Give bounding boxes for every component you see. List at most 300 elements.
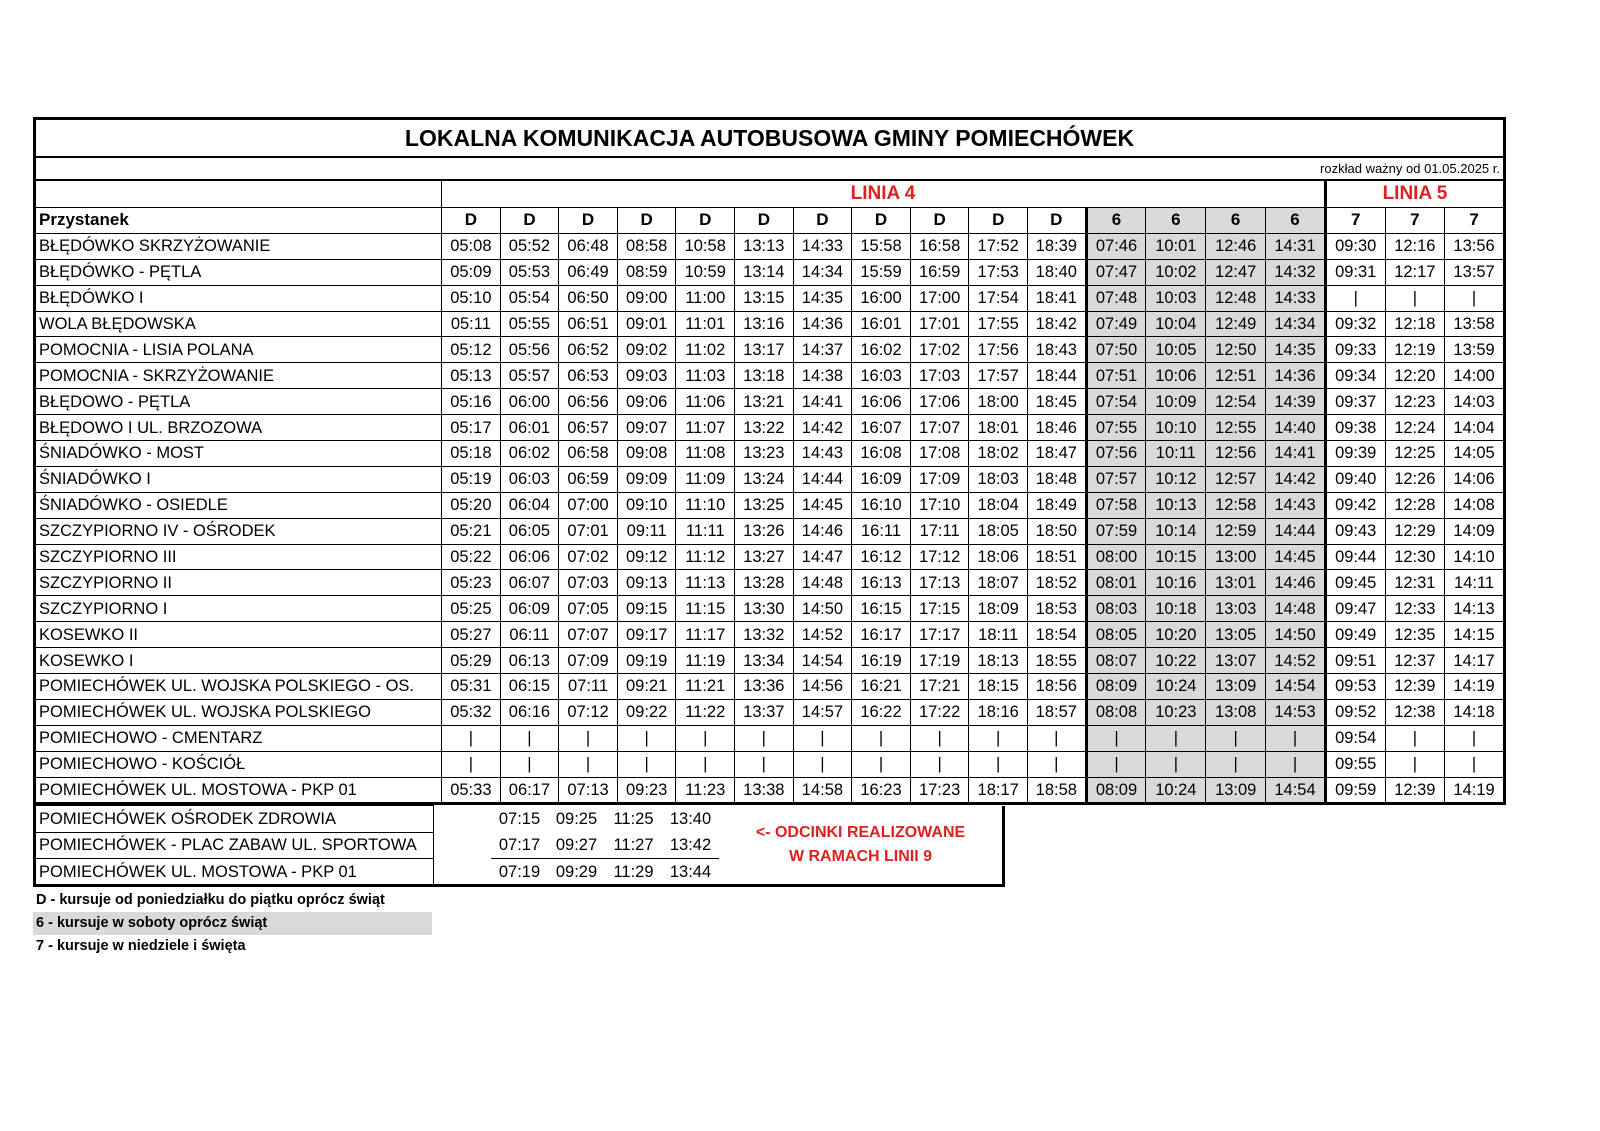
departure-time: 18:55 bbox=[1028, 648, 1087, 674]
day-code-header: 6 bbox=[1146, 208, 1206, 234]
line9-blank-cell bbox=[434, 859, 492, 886]
stop-name: KOSEWKO II bbox=[35, 622, 442, 648]
stop-row bbox=[35, 751, 1505, 777]
day-code-header: D bbox=[442, 208, 501, 234]
departure-time: 06:01 bbox=[500, 415, 559, 441]
departure-time: 14:08 bbox=[1445, 492, 1505, 518]
departure-time: 14:19 bbox=[1445, 674, 1505, 700]
day-code-header: D bbox=[1028, 208, 1087, 234]
legend bbox=[33, 889, 1506, 958]
departure-time: 06:13 bbox=[500, 648, 559, 674]
departure-time: 07:55 bbox=[1086, 415, 1146, 441]
departure-time: 05:12 bbox=[442, 337, 501, 363]
departure-time: 17:00 bbox=[910, 285, 969, 311]
departure-time: 12:57 bbox=[1206, 466, 1266, 492]
departure-time: 09:06 bbox=[617, 389, 676, 415]
departure-time: | bbox=[793, 725, 852, 751]
departure-time: 06:02 bbox=[500, 441, 559, 467]
departure-time: 16:12 bbox=[852, 544, 911, 570]
departure-time: 16:00 bbox=[852, 285, 911, 311]
departure-time: 05:55 bbox=[500, 311, 559, 337]
departure-time: 13:36 bbox=[735, 674, 794, 700]
stop-name: POMIECHÓWEK UL. WOJSKA POLSKIEGO bbox=[35, 699, 442, 725]
departure-time: 06:52 bbox=[559, 337, 618, 363]
departure-time: 16:01 bbox=[852, 311, 911, 337]
departure-time: 09:11 bbox=[617, 518, 676, 544]
stop-row bbox=[35, 699, 1505, 725]
stop-row bbox=[35, 570, 1505, 596]
departure-time: 07:12 bbox=[559, 699, 618, 725]
departure-time: 09:54 bbox=[1325, 725, 1385, 751]
departure-time: 11:19 bbox=[676, 648, 735, 674]
departure-time: 11:23 bbox=[676, 777, 735, 804]
departure-time: 05:19 bbox=[442, 466, 501, 492]
departure-time: 17:54 bbox=[969, 285, 1028, 311]
departure-time: 09:47 bbox=[1325, 596, 1385, 622]
departure-time: 17:17 bbox=[910, 622, 969, 648]
stop-row bbox=[35, 337, 1505, 363]
departure-time: 18:49 bbox=[1028, 492, 1087, 518]
departure-time: 06:51 bbox=[559, 311, 618, 337]
departure-time: 13:37 bbox=[735, 699, 794, 725]
stop-name: POMOCNIA - SKRZYŻOWANIE bbox=[35, 363, 442, 389]
departure-time: 13:05 bbox=[1206, 622, 1266, 648]
departure-time: | bbox=[676, 751, 735, 777]
departure-time: 17:11 bbox=[910, 518, 969, 544]
line9-time: 09:25 bbox=[555, 810, 598, 829]
departure-time: 10:16 bbox=[1146, 570, 1206, 596]
departure-time: 05:22 bbox=[442, 544, 501, 570]
departure-time: 07:03 bbox=[559, 570, 618, 596]
departure-time: 06:17 bbox=[500, 777, 559, 804]
departure-time: 14:15 bbox=[1445, 622, 1505, 648]
departure-time: | bbox=[735, 751, 794, 777]
departure-time: 06:07 bbox=[500, 570, 559, 596]
departure-time: 12:19 bbox=[1385, 337, 1445, 363]
line9-time: 11:25 bbox=[613, 810, 654, 829]
departure-time: 06:00 bbox=[500, 389, 559, 415]
departure-time: 10:12 bbox=[1146, 466, 1206, 492]
stop-name: BŁĘDÓWKO SKRZYŻOWANIE bbox=[35, 233, 442, 259]
departure-time: 18:48 bbox=[1028, 466, 1087, 492]
departure-time: 18:54 bbox=[1028, 622, 1087, 648]
departure-time: | bbox=[1206, 725, 1266, 751]
departure-time: 16:10 bbox=[852, 492, 911, 518]
departure-time: 13:13 bbox=[735, 233, 794, 259]
departure-time: 13:58 bbox=[1445, 311, 1505, 337]
departure-time: 13:24 bbox=[735, 466, 794, 492]
departure-time: 18:45 bbox=[1028, 389, 1087, 415]
departure-time: 16:08 bbox=[852, 441, 911, 467]
departure-time: 17:57 bbox=[969, 363, 1028, 389]
departure-time: 09:37 bbox=[1325, 389, 1385, 415]
departure-time: 13:25 bbox=[735, 492, 794, 518]
departure-time: 07:02 bbox=[559, 544, 618, 570]
stop-row bbox=[35, 492, 1505, 518]
departure-time: 18:43 bbox=[1028, 337, 1087, 363]
departure-time: 09:39 bbox=[1325, 441, 1385, 467]
stop-row bbox=[35, 725, 1505, 751]
departure-time: 09:33 bbox=[1325, 337, 1385, 363]
departure-time: 14:19 bbox=[1445, 777, 1505, 804]
departure-time: 18:11 bbox=[969, 622, 1028, 648]
departure-time: 08:58 bbox=[617, 233, 676, 259]
line9-time: 11:29 bbox=[613, 862, 654, 881]
departure-time: 10:18 bbox=[1146, 596, 1206, 622]
departure-time: 10:24 bbox=[1146, 777, 1206, 804]
departure-time: 14:50 bbox=[1266, 622, 1326, 648]
departure-time: 11:11 bbox=[676, 518, 735, 544]
valid-from-note: rozkład ważny od 01.05.2025 r. bbox=[35, 157, 1505, 180]
departure-time: 11:09 bbox=[676, 466, 735, 492]
departure-time: 18:06 bbox=[969, 544, 1028, 570]
departure-time: | bbox=[559, 725, 618, 751]
stop-name: WOLA BŁĘDOWSKA bbox=[35, 311, 442, 337]
departure-time: | bbox=[1385, 725, 1445, 751]
departure-time: 14:43 bbox=[1266, 492, 1326, 518]
departure-time: 07:54 bbox=[1086, 389, 1146, 415]
departure-time: 14:43 bbox=[793, 441, 852, 467]
day-code-header: D bbox=[676, 208, 735, 234]
line9-note-line1: <- ODCINKI REALIZOWANE bbox=[755, 824, 966, 842]
departure-time: 11:10 bbox=[676, 492, 735, 518]
departure-time: 11:22 bbox=[676, 699, 735, 725]
day-code-header: D bbox=[793, 208, 852, 234]
departure-time: 09:21 bbox=[617, 674, 676, 700]
departure-time: 14:58 bbox=[793, 777, 852, 804]
departure-time: | bbox=[1086, 751, 1146, 777]
departure-time: 06:59 bbox=[559, 466, 618, 492]
departure-time: 18:04 bbox=[969, 492, 1028, 518]
line9-stop-name: POMIECHÓWEK UL. MOSTOWA - PKP 01 bbox=[35, 859, 434, 886]
departure-time: 09:13 bbox=[617, 570, 676, 596]
departure-time: 18:03 bbox=[969, 466, 1028, 492]
day-code-header: 7 bbox=[1385, 208, 1445, 234]
departure-time: 09:07 bbox=[617, 415, 676, 441]
departure-time: 14:37 bbox=[793, 337, 852, 363]
departure-time: 12:39 bbox=[1385, 777, 1445, 804]
departure-time: 06:11 bbox=[500, 622, 559, 648]
departure-time: 10:22 bbox=[1146, 648, 1206, 674]
departure-time: 12:58 bbox=[1206, 492, 1266, 518]
departure-time: 16:03 bbox=[852, 363, 911, 389]
departure-time: 12:35 bbox=[1385, 622, 1445, 648]
legend-sunday: 7 - kursuje w niedziele i święta bbox=[36, 938, 246, 955]
stop-row bbox=[35, 233, 1505, 259]
line9-time: 07:17 bbox=[491, 832, 548, 858]
departure-time: 14:05 bbox=[1445, 441, 1505, 467]
departure-time: 07:50 bbox=[1086, 337, 1146, 363]
departure-time: 09:43 bbox=[1325, 518, 1385, 544]
departure-time: 12:23 bbox=[1385, 389, 1445, 415]
departure-time: 14:54 bbox=[1266, 777, 1326, 804]
departure-time: 14:53 bbox=[1266, 699, 1326, 725]
departure-time: 18:15 bbox=[969, 674, 1028, 700]
departure-time: 14:13 bbox=[1445, 596, 1505, 622]
departure-time: | bbox=[969, 725, 1028, 751]
line9-stop-name: POMIECHÓWEK OŚRODEK ZDROWIA bbox=[35, 806, 434, 832]
departure-time: 05:09 bbox=[442, 259, 501, 285]
departure-time: 15:58 bbox=[852, 233, 911, 259]
departure-time: 14:52 bbox=[793, 622, 852, 648]
departure-time: 09:59 bbox=[1325, 777, 1385, 804]
stop-row bbox=[35, 544, 1505, 570]
departure-time: 12:37 bbox=[1385, 648, 1445, 674]
departure-time: 05:57 bbox=[500, 363, 559, 389]
departure-time: 14:40 bbox=[1266, 415, 1326, 441]
stop-row bbox=[35, 622, 1505, 648]
departure-time: 16:22 bbox=[852, 699, 911, 725]
departure-time: 10:58 bbox=[676, 233, 735, 259]
departure-time: 14:52 bbox=[1266, 648, 1326, 674]
departure-time: 10:15 bbox=[1146, 544, 1206, 570]
departure-time: 06:05 bbox=[500, 518, 559, 544]
departure-time: | bbox=[1028, 725, 1087, 751]
departure-time: 09:32 bbox=[1325, 311, 1385, 337]
departure-time: 14:56 bbox=[793, 674, 852, 700]
departure-time: 18:39 bbox=[1028, 233, 1087, 259]
departure-time: 09:38 bbox=[1325, 415, 1385, 441]
departure-time: 05:10 bbox=[442, 285, 501, 311]
departure-time: 17:01 bbox=[910, 311, 969, 337]
departure-time: 12:33 bbox=[1385, 596, 1445, 622]
departure-time: 13:26 bbox=[735, 518, 794, 544]
departure-time: 14:57 bbox=[793, 699, 852, 725]
departure-time: 17:06 bbox=[910, 389, 969, 415]
departure-time: 10:01 bbox=[1146, 233, 1206, 259]
departure-time: | bbox=[442, 725, 501, 751]
departure-time: 13:09 bbox=[1206, 674, 1266, 700]
day-code-header: 6 bbox=[1266, 208, 1326, 234]
departure-time: 18:41 bbox=[1028, 285, 1087, 311]
stop-name: SZCZYPIORNO IV - OŚRODEK bbox=[35, 518, 442, 544]
departure-time: 17:55 bbox=[969, 311, 1028, 337]
day-code-header: D bbox=[500, 208, 559, 234]
departure-time: 12:59 bbox=[1206, 518, 1266, 544]
departure-time: 13:15 bbox=[735, 285, 794, 311]
departure-time: 11:15 bbox=[676, 596, 735, 622]
departure-time: 06:57 bbox=[559, 415, 618, 441]
departure-time: 13:22 bbox=[735, 415, 794, 441]
departure-time: | bbox=[500, 725, 559, 751]
departure-time: 05:08 bbox=[442, 233, 501, 259]
departure-time: | bbox=[1266, 725, 1326, 751]
line9-time: 13:40 bbox=[669, 810, 712, 829]
departure-time: 09:03 bbox=[617, 363, 676, 389]
departure-time: 16:19 bbox=[852, 648, 911, 674]
departure-time: 07:47 bbox=[1086, 259, 1146, 285]
departure-time: 18:42 bbox=[1028, 311, 1087, 337]
departure-time: 14:48 bbox=[1266, 596, 1326, 622]
departure-time: 18:50 bbox=[1028, 518, 1087, 544]
departure-time: 16:07 bbox=[852, 415, 911, 441]
departure-time: 16:06 bbox=[852, 389, 911, 415]
departure-time: 10:02 bbox=[1146, 259, 1206, 285]
stop-row bbox=[35, 259, 1505, 285]
departure-time: 10:05 bbox=[1146, 337, 1206, 363]
departure-time: 13:57 bbox=[1445, 259, 1505, 285]
departure-time: | bbox=[1445, 725, 1505, 751]
departure-time: 14:36 bbox=[1266, 363, 1326, 389]
departure-time: 12:47 bbox=[1206, 259, 1266, 285]
departure-time: 18:57 bbox=[1028, 699, 1087, 725]
departure-time: | bbox=[1445, 285, 1505, 311]
departure-time: 14:46 bbox=[1266, 570, 1326, 596]
departure-time: 16:21 bbox=[852, 674, 911, 700]
departure-time: 05:23 bbox=[442, 570, 501, 596]
departure-time: | bbox=[617, 751, 676, 777]
day-code-header: 7 bbox=[1325, 208, 1385, 234]
departure-time: 10:14 bbox=[1146, 518, 1206, 544]
stop-row bbox=[35, 441, 1505, 467]
departure-time: 18:46 bbox=[1028, 415, 1087, 441]
stop-name: POMIECHOWO - KOŚCIÓŁ bbox=[35, 751, 442, 777]
stop-column-header: Przystanek bbox=[35, 208, 442, 234]
departure-time: 14:33 bbox=[1266, 285, 1326, 311]
departure-time: 07:58 bbox=[1086, 492, 1146, 518]
departure-time: 09:55 bbox=[1325, 751, 1385, 777]
departure-time: 10:06 bbox=[1146, 363, 1206, 389]
stop-name: SZCZYPIORNO III bbox=[35, 544, 442, 570]
departure-time: 14:33 bbox=[793, 233, 852, 259]
departure-time: 14:34 bbox=[1266, 311, 1326, 337]
departure-time: 16:59 bbox=[910, 259, 969, 285]
departure-time: 09:30 bbox=[1325, 233, 1385, 259]
departure-time: 12:24 bbox=[1385, 415, 1445, 441]
departure-time: 13:59 bbox=[1445, 337, 1505, 363]
departure-time: 17:21 bbox=[910, 674, 969, 700]
departure-time: 17:23 bbox=[910, 777, 969, 804]
departure-time: 05:11 bbox=[442, 311, 501, 337]
line9-time: 13:44 bbox=[669, 862, 712, 881]
departure-time: 11:01 bbox=[676, 311, 735, 337]
departure-time: 18:52 bbox=[1028, 570, 1087, 596]
stop-name: POMIECHÓWEK UL. MOSTOWA - PKP 01 bbox=[35, 777, 442, 804]
departure-time: 10:04 bbox=[1146, 311, 1206, 337]
departure-time: 14:03 bbox=[1445, 389, 1505, 415]
departure-time: 12:38 bbox=[1385, 699, 1445, 725]
departure-time: 13:56 bbox=[1445, 233, 1505, 259]
line9-time: 09:29 bbox=[555, 862, 598, 881]
departure-time: 12:51 bbox=[1206, 363, 1266, 389]
departure-time: 13:32 bbox=[735, 622, 794, 648]
departure-time: 12:49 bbox=[1206, 311, 1266, 337]
departure-time: 06:53 bbox=[559, 363, 618, 389]
departure-time: | bbox=[442, 751, 501, 777]
departure-time: 12:29 bbox=[1385, 518, 1445, 544]
departure-time: 12:18 bbox=[1385, 311, 1445, 337]
departure-time: 08:01 bbox=[1086, 570, 1146, 596]
day-code-header: 6 bbox=[1086, 208, 1146, 234]
departure-time: 17:53 bbox=[969, 259, 1028, 285]
departure-time: 09:42 bbox=[1325, 492, 1385, 518]
stop-name: ŚNIADÓWKO I bbox=[35, 466, 442, 492]
departure-time: 09:01 bbox=[617, 311, 676, 337]
departure-time: 12:31 bbox=[1385, 570, 1445, 596]
departure-time: 05:33 bbox=[442, 777, 501, 804]
departure-time: | bbox=[852, 725, 911, 751]
departure-time: | bbox=[676, 725, 735, 751]
departure-time: 06:58 bbox=[559, 441, 618, 467]
departure-time: 11:13 bbox=[676, 570, 735, 596]
departure-time: | bbox=[1325, 285, 1385, 311]
departure-time: 14:45 bbox=[793, 492, 852, 518]
departure-time: 09:23 bbox=[617, 777, 676, 804]
departure-time: 14:31 bbox=[1266, 233, 1326, 259]
departure-time: 09:40 bbox=[1325, 466, 1385, 492]
line9-note-line2: W RAMACH LINII 9 bbox=[788, 848, 933, 866]
line9-note bbox=[719, 806, 1004, 886]
departure-time: 18:02 bbox=[969, 441, 1028, 467]
departure-time: 07:57 bbox=[1086, 466, 1146, 492]
departure-time: 10:11 bbox=[1146, 441, 1206, 467]
line9-stop-name: POMIECHÓWEK - PLAC ZABAW UL. SPORTOWA bbox=[35, 832, 434, 858]
departure-time: 11:08 bbox=[676, 441, 735, 467]
departure-time: 14:09 bbox=[1445, 518, 1505, 544]
stop-row bbox=[35, 363, 1505, 389]
departure-time: 17:09 bbox=[910, 466, 969, 492]
stop-name: ŚNIADÓWKO - OSIEDLE bbox=[35, 492, 442, 518]
stop-name: BŁĘDOWO I UL. BRZOZOWA bbox=[35, 415, 442, 441]
departure-time: 14:17 bbox=[1445, 648, 1505, 674]
departure-time: 09:22 bbox=[617, 699, 676, 725]
departure-time: 13:21 bbox=[735, 389, 794, 415]
departure-time: 12:20 bbox=[1385, 363, 1445, 389]
departure-time: 10:10 bbox=[1146, 415, 1206, 441]
departure-time: 13:18 bbox=[735, 363, 794, 389]
line9-time: 07:19 bbox=[498, 862, 541, 881]
day-code-header: D bbox=[559, 208, 618, 234]
departure-time: 06:50 bbox=[559, 285, 618, 311]
stop-row bbox=[35, 466, 1505, 492]
departure-time: 16:17 bbox=[852, 622, 911, 648]
departure-time: 09:12 bbox=[617, 544, 676, 570]
departure-time: 12:16 bbox=[1385, 233, 1445, 259]
timetable bbox=[33, 117, 1506, 805]
departure-time: 17:03 bbox=[910, 363, 969, 389]
departure-time: 09:31 bbox=[1325, 259, 1385, 285]
departure-time: 07:59 bbox=[1086, 518, 1146, 544]
departure-time: 07:07 bbox=[559, 622, 618, 648]
departure-time: 10:20 bbox=[1146, 622, 1206, 648]
departure-time: 09:44 bbox=[1325, 544, 1385, 570]
departure-time: 09:51 bbox=[1325, 648, 1385, 674]
departure-time: 13:07 bbox=[1206, 648, 1266, 674]
departure-time: | bbox=[1206, 751, 1266, 777]
stop-name: POMIECHÓWEK UL. WOJSKA POLSKIEGO - OS. bbox=[35, 674, 442, 700]
departure-time: 18:01 bbox=[969, 415, 1028, 441]
departure-time: 14:04 bbox=[1445, 415, 1505, 441]
departure-time: 16:23 bbox=[852, 777, 911, 804]
departure-time: 05:56 bbox=[500, 337, 559, 363]
departure-time: 05:18 bbox=[442, 441, 501, 467]
departure-time: | bbox=[500, 751, 559, 777]
departure-time: 11:00 bbox=[676, 285, 735, 311]
departure-time: 13:09 bbox=[1206, 777, 1266, 804]
departure-time: 11:12 bbox=[676, 544, 735, 570]
departure-time: 14:38 bbox=[793, 363, 852, 389]
departure-time: 05:20 bbox=[442, 492, 501, 518]
departure-time: 18:40 bbox=[1028, 259, 1087, 285]
departure-time: 14:50 bbox=[793, 596, 852, 622]
departure-time: 06:16 bbox=[500, 699, 559, 725]
legend-weekday: D - kursuje od poniedziałku do piątku oprócz świąt bbox=[36, 892, 385, 909]
departure-time: 11:03 bbox=[676, 363, 735, 389]
departure-time: 05:13 bbox=[442, 363, 501, 389]
departure-time: 14:41 bbox=[793, 389, 852, 415]
departure-time: 09:10 bbox=[617, 492, 676, 518]
departure-time: 13:30 bbox=[735, 596, 794, 622]
